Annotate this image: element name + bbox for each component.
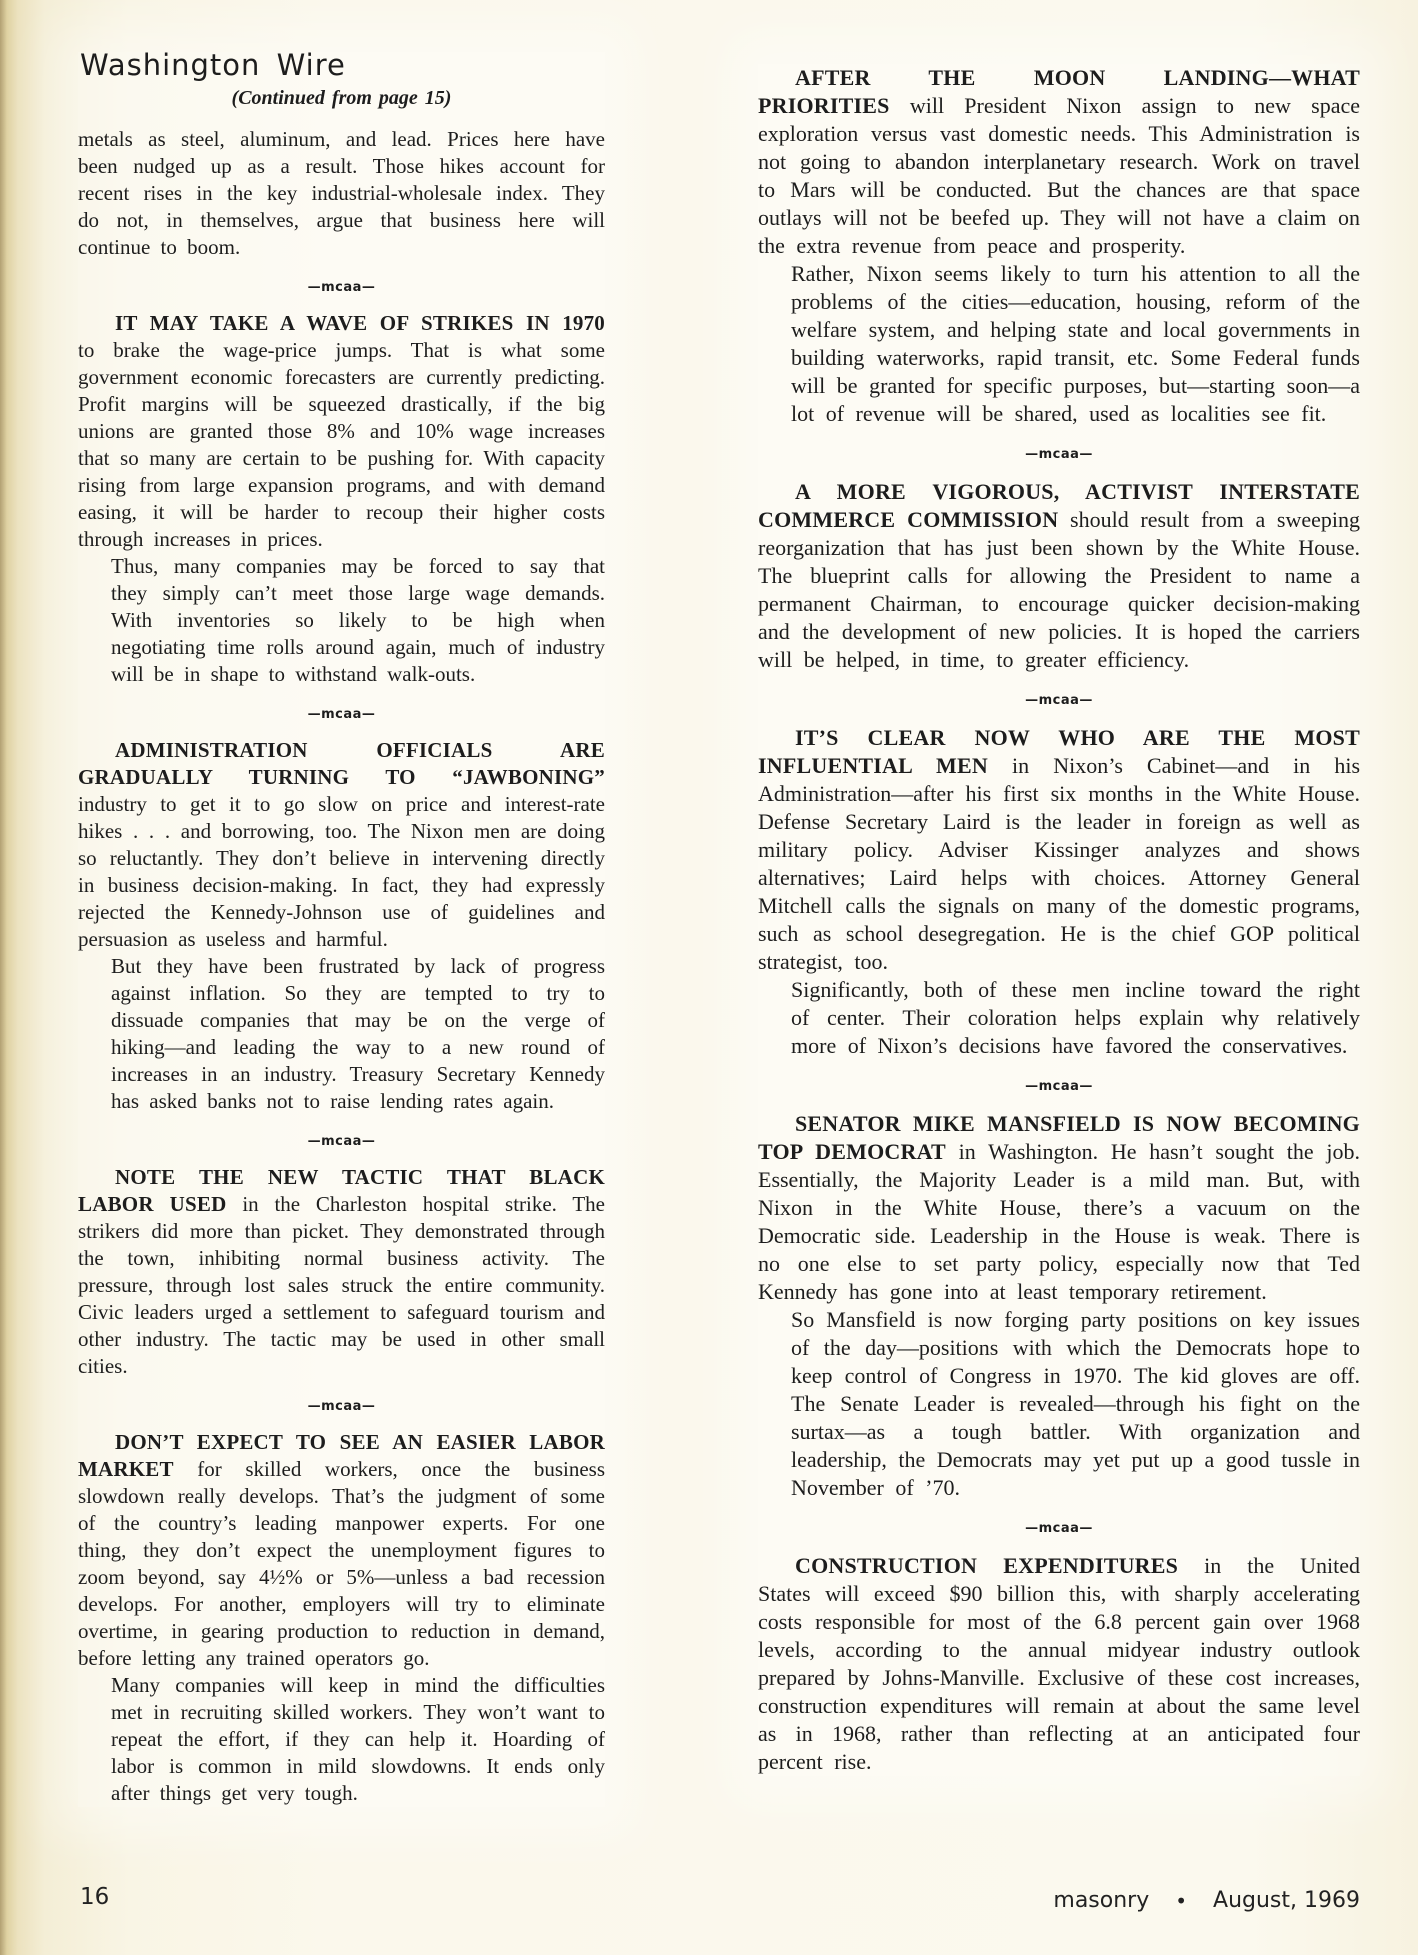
page-number: 16	[80, 1884, 110, 1910]
sub-paragraph: Thus, many companies may be forced to say that they simply can’t meet those large wage demands. With inventories so likely to be high when negotiating time rolls around again, much of industry will be in shape to withstand walk-outs.	[111, 554, 605, 686]
section-text: in Nixon’s Cabinet—and in his Administration—after his first six months in the White House. Defense Secretary Laird is the leader in foreign as well as military policy. Adviser Kissinger analyzes and shows alternatives; Laird helps with choices. Attorney General Mitchell calls the signals on many of the domestic programs, such as school desegregation. He is the chief GOP political strategist, too.	[758, 753, 1361, 974]
section-separator: —mcaa—	[307, 707, 376, 722]
lead-paragraph	[78, 1429, 605, 1672]
lead-paragraph	[758, 1552, 1360, 1776]
lead-paragraph	[758, 478, 1360, 674]
section-text: should result from a sweeping reorganization that has just been shown by the White House. The blueprint calls for allowing the President to name a permanent Chairman, to encourage quicker decision-making and the development of new policies. It is hoped the carriers will be helped, in time, to greater efficiency.	[758, 507, 1361, 672]
right-column	[758, 64, 1360, 1776]
lead-paragraph	[758, 64, 1360, 260]
section-text: industry to get it to go slow on price and interest-rate hikes . . . and borrowing, too. The Nixon men are doing so reluctantly. They don’t believe in intervening directly in business decision-making. In fact, they had expressly rejected the Kennedy-Johnson use of guidelines and persuasion as useless and harmful.	[78, 792, 605, 951]
section-text: will President Nixon assign to new space exploration versus vast domestic needs. This Administration is not going to abandon interplanetary research. Work on travel to Mars will be conducted. But the chances are that space outlays will not be beefed up. They will not have a claim on the extra revenue from peace and prosperity.	[758, 93, 1360, 258]
section-heading: AFTER THE MOON LANDING—WHAT PRIORITIES	[758, 65, 1360, 118]
section-separator: —mcaa—	[307, 1399, 376, 1414]
bullet-icon: •	[1175, 1888, 1188, 1913]
section-heading: IT MAY TAKE A WAVE OF STRIKES IN 1970	[115, 311, 605, 335]
section-heading: DON’T EXPECT TO SEE AN EASIER LABOR MARKET	[78, 1430, 605, 1481]
continued-from-note: (Continued from page 15)	[231, 87, 452, 109]
section-heading: IT’S CLEAR NOW WHO ARE THE MOST INFLUENTIAL MEN	[758, 725, 1360, 778]
section-heading: A MORE VIGOROUS, ACTIVIST INTERSTATE COMMERCE COMMISSION	[758, 479, 1360, 532]
section-heading: ADMINISTRATION OFFICIALS ARE GRADUALLY TURNING TO “JAWBONING”	[78, 738, 605, 789]
sub-paragraph: Many companies will keep in mind the difficulties met in recruiting skilled workers. They won’t want to repeat the effort, if they can help it. Hoarding of labor is common in mild slowdowns. It ends only after things get very tough.	[111, 1673, 605, 1805]
section-text: in the United States will exceed $90 billion this, with sharply accelerating costs responsible for most of the 6.8 percent gain over 1968 levels, according to the annual midyear industry outlook prepared by Johns-Manville. Exclusive of these cost increases, construction expenditures will remain at about the same level as in 1968, rather than reflecting at an anticipated four percent rise.	[758, 1553, 1360, 1774]
section-text: in the Charleston hospital strike. The strikers did more than picket. They demonstrated through the town, inhibiting normal business activity. The pressure, through lost sales struck the entire community. Civic leaders urged a settlement to safeguard tourism and other industry. The tactic may be used in other small cities.	[78, 1192, 606, 1378]
section-heading: SENATOR MIKE MANSFIELD IS NOW BECOMING TOP DEMOCRAT	[758, 1111, 1360, 1164]
issue-date: August, 1969	[1213, 1888, 1360, 1913]
left-column	[78, 48, 606, 1807]
section-text: in Washington. He hasn’t sought the job. Essentially, the Majority Leader is a mild man. But, with Nixon in the White House, there’s a vacuum on the Democratic side. Leadership in the House is weak. There is no one else to set party policy, especially now that Ted Kennedy has gone into at least temporary retirement.	[758, 1139, 1361, 1304]
lead-paragraph	[758, 1110, 1360, 1306]
section-text: to brake the wage-price jumps. That is what some government economic forecasters are currently predicting. Profit margins will be squeezed drastically, if the big unions are granted those 8% and 10% wage increases that so many are certain to be pushing for. With capacity rising from large expansion programs, and with demand easing, it will be harder to recoup their higher costs through increases in prices.	[78, 338, 605, 551]
section-separator: —mcaa—	[1025, 1521, 1093, 1536]
section-separator: —mcaa—	[1025, 693, 1093, 708]
lead-paragraph	[78, 310, 605, 553]
sub-paragraph: So Mansfield is now forging party positions on key issues of the day—positions with which the Democrats hope to keep control of Congress in 1970. The kid gloves are off. The Senate Leader is revealed—through his fight on the surtax—as a tough battler. With organization and leadership, the Democrats may yet put up a good tussle in November of ’70.	[791, 1307, 1360, 1500]
section-text: for skilled workers, once the business slowdown really develops. That’s the judgment of some of the country’s leading manpower experts. For one thing, they don’t expect the unemployment figures to zoom beyond, say 4½% or 5%—unless a bad recession develops. For another, employers will try to eliminate overtime, in gearing production to reduction in demand, before letting any trained operators go.	[78, 1457, 605, 1670]
section-separator: —mcaa—	[307, 280, 376, 295]
lead-paragraph	[758, 724, 1360, 976]
sub-paragraph: Significantly, both of these men incline toward the right of center. Their coloration helps explain why relatively more of Nixon’s decisions have favored the conservatives.	[791, 977, 1360, 1058]
sub-paragraph: But they have been frustrated by lack of progress against inflation. So they are tempted to try to dissuade companies that may be on the verge of hiking—and leading the way to a new round of increases in an industry. Treasury Secretary Kennedy has asked banks not to raise lending rates again.	[111, 954, 605, 1113]
sub-paragraph: Rather, Nixon seems likely to turn his attention to all the problems of the cities—education, housing, reform of the welfare system, and helping state and local governments in building waterworks, rapid transit, etc. Some Federal funds will be granted for specific purposes, but—starting soon—a lot of revenue will be shared, used as localities see fit.	[791, 261, 1360, 426]
section-heading: CONSTRUCTION EXPENDITURES	[795, 1553, 1179, 1578]
section-separator: —mcaa—	[1025, 1079, 1093, 1094]
section-separator: —mcaa—	[307, 1134, 376, 1149]
footer-credit	[758, 1888, 1360, 1913]
magazine-name: masonry	[1053, 1888, 1150, 1913]
intro-paragraph: metals as steel, aluminum, and lead. Prices here have been nudged up as a result. Those hikes account for recent rises in the key industrial-wholesale index. They do not, in themselves, argue that business here will continue to boom.	[78, 127, 605, 259]
lead-paragraph	[78, 1164, 605, 1380]
lead-paragraph	[78, 737, 605, 953]
page-title: Washington Wire	[80, 48, 346, 82]
section-heading: NOTE THE NEW TACTIC THAT BLACK LABOR USED	[78, 1165, 605, 1216]
section-separator: —mcaa—	[1025, 447, 1093, 462]
